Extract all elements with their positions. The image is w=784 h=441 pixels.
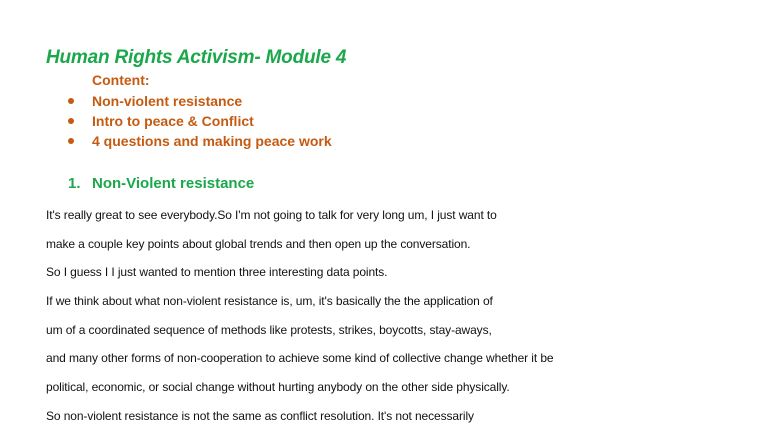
- transcript-line: make a couple key points about global trends and then open up the conversation.: [46, 236, 471, 251]
- bullet-text: Intro to peace & Conflict: [92, 113, 254, 129]
- section-heading-text: Non-Violent resistance: [92, 175, 255, 192]
- transcript-line: and many other forms of non-cooperation to achieve some kind of collective change whether it be: [46, 351, 554, 366]
- transcript-lines: [46, 205, 553, 435]
- section-heading: [68, 175, 254, 192]
- bullet-dot-icon: [68, 138, 74, 144]
- transcript-line: um of a coordinated sequence of methods like protests, strikes, boycotts, stay-aways,: [46, 322, 492, 337]
- content-label: Content:: [92, 72, 150, 88]
- bullet-dot-icon: [68, 98, 74, 104]
- bullet-text: 4 questions and making peace work: [92, 133, 332, 149]
- transcript-line: political, economic, or social change without hurting anybody on the other side physically.: [46, 380, 510, 395]
- transcript-line: So I guess I I just wanted to mention three interesting data points.: [46, 265, 388, 280]
- bullet-text: Non-violent resistance: [92, 93, 243, 109]
- transcript-line: If we think about what non-violent resistance is, um, it's basically the the application of: [46, 294, 493, 309]
- section-number: 1.: [68, 175, 81, 192]
- bullet-dot-icon: [68, 118, 74, 124]
- transcript-line: So non-violent resistance is not the same as conflict resolution. It's not necessarily: [46, 408, 474, 423]
- transcript-line: It's really great to see everybody.So I'm not going to talk for very long um, I just want to: [46, 208, 497, 222]
- document-title: Human Rights Activism- Module 4: [46, 47, 347, 68]
